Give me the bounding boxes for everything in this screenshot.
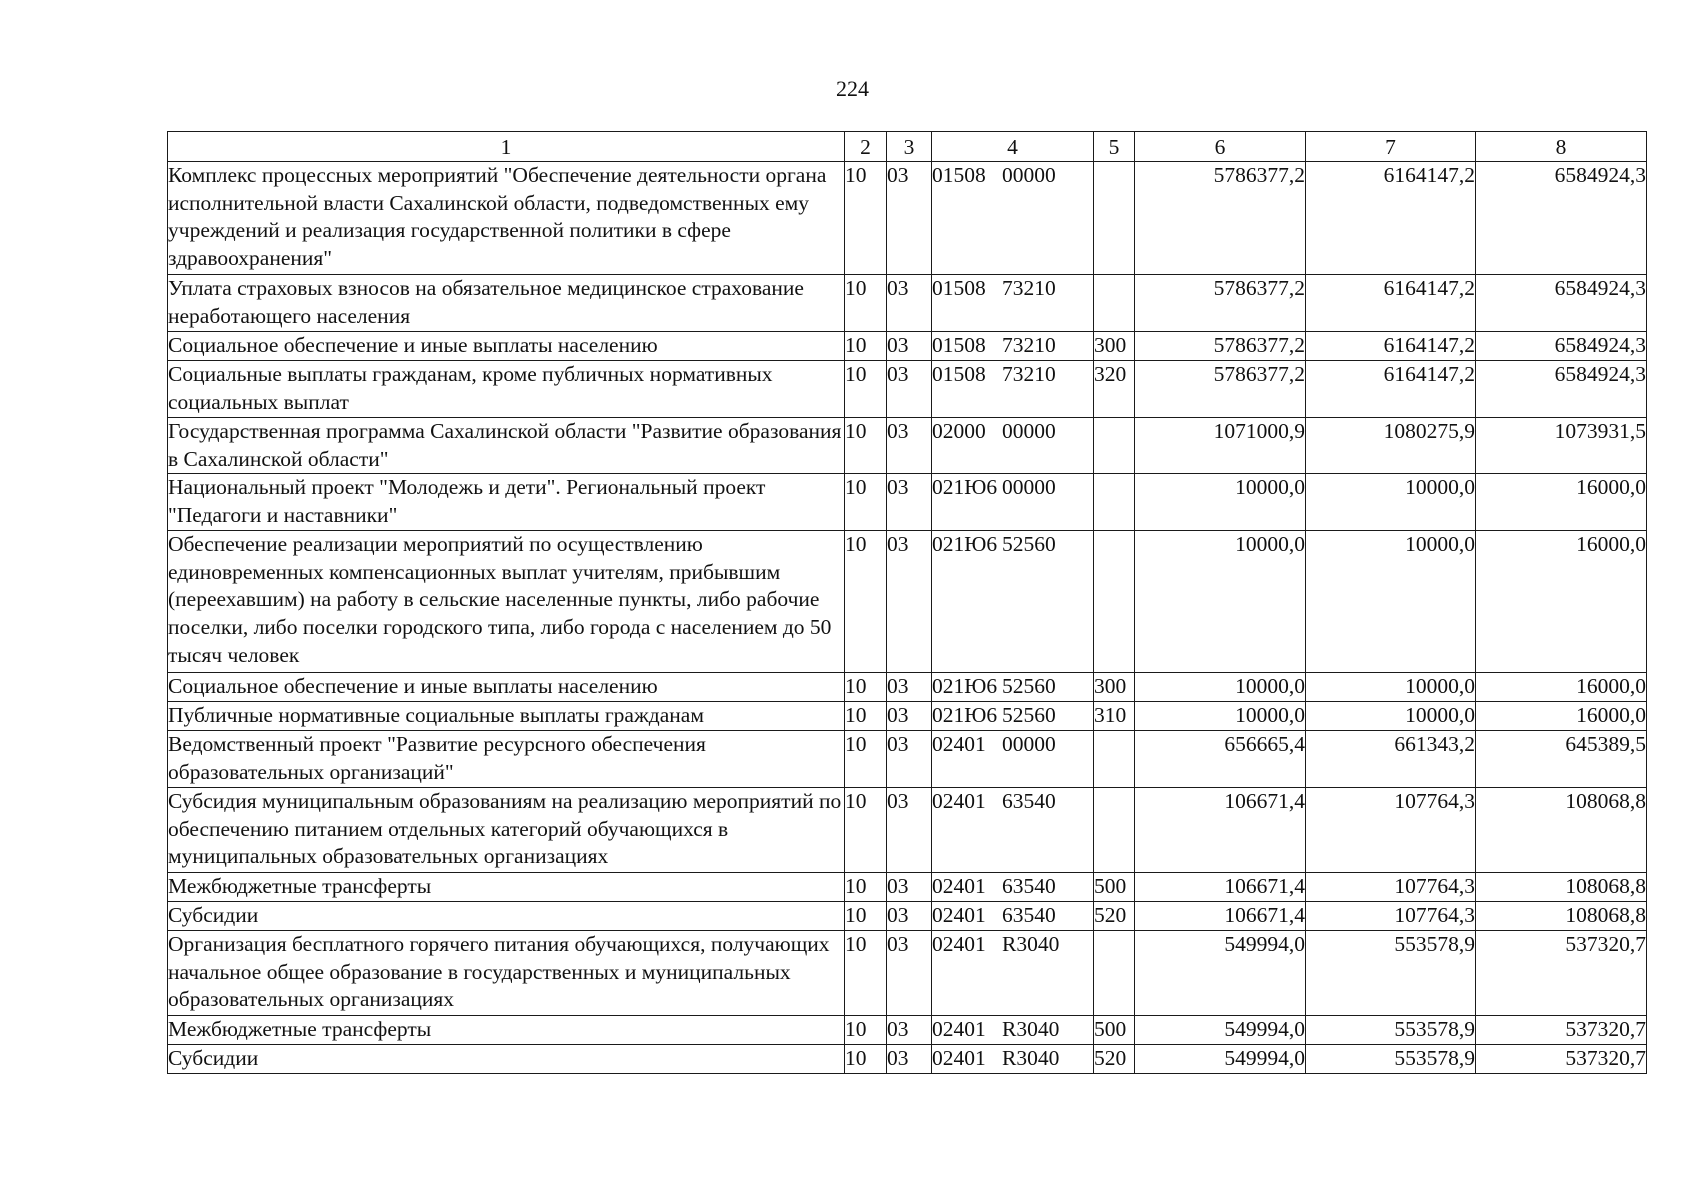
- section-code-cell: 10: [845, 673, 887, 702]
- amount-col8-cell: 6584924,3: [1476, 162, 1647, 275]
- amount-col8-cell: 16000,0: [1476, 702, 1647, 731]
- subsection-code-cell: 03: [887, 902, 932, 931]
- expense-type-cell: 300: [1094, 332, 1135, 361]
- header-row: [168, 132, 1647, 162]
- amount-col6-cell: 549994,0: [1135, 931, 1306, 1016]
- section-code-cell: 10: [845, 1016, 887, 1045]
- target-article-cell: [932, 275, 1094, 332]
- target-article-cell: [932, 531, 1094, 673]
- amount-col8-cell: 16000,0: [1476, 474, 1647, 531]
- table-row: [168, 931, 1647, 1016]
- section-code-cell: 10: [845, 531, 887, 673]
- program-code: 02401: [932, 1017, 986, 1042]
- amount-col8-cell: 16000,0: [1476, 673, 1647, 702]
- direction-code: R3040: [1002, 932, 1060, 957]
- table-row: [168, 332, 1647, 361]
- subsection-code-cell: 03: [887, 332, 932, 361]
- program-code: 01508: [932, 276, 986, 300]
- amount-col6-cell: 549994,0: [1135, 1045, 1306, 1074]
- section-code-cell: 10: [845, 788, 887, 873]
- expense-type-cell: 500: [1094, 1016, 1135, 1045]
- budget-table: [167, 131, 1647, 1074]
- table-row: [168, 531, 1647, 673]
- program-code: 01508: [932, 163, 986, 187]
- direction-code: 52560: [1002, 703, 1056, 728]
- program-code: 02401: [932, 789, 986, 814]
- direction-code: 00000: [1002, 163, 1056, 187]
- direction-code: 00000: [1002, 732, 1056, 757]
- subsection-code-cell: 03: [887, 1045, 932, 1074]
- program-code: 02401: [932, 874, 986, 899]
- amount-col7-cell: 107764,3: [1306, 902, 1476, 931]
- row-name-cell: Социальное обеспечение и иные выплаты населению: [168, 673, 845, 702]
- direction-code: R3040: [1002, 1046, 1060, 1071]
- amount-col8-cell: 16000,0: [1476, 531, 1647, 673]
- program-code: 021Ю6: [932, 532, 998, 557]
- row-name-cell: Социальное обеспечение и иные выплаты населению: [168, 332, 845, 361]
- table-row: [168, 788, 1647, 873]
- target-article-cell: [932, 1045, 1094, 1074]
- amount-col7-cell: 553578,9: [1306, 931, 1476, 1016]
- subsection-code-cell: 03: [887, 931, 932, 1016]
- amount-col8-cell: 6584924,3: [1476, 275, 1647, 332]
- amount-col8-cell: 108068,8: [1476, 873, 1647, 902]
- column-header: 3: [887, 132, 932, 162]
- table-row: [168, 361, 1647, 418]
- amount-col7-cell: 10000,0: [1306, 673, 1476, 702]
- direction-code: 73210: [1002, 333, 1056, 357]
- direction-code: 52560: [1002, 532, 1056, 557]
- target-article-cell: [932, 731, 1094, 788]
- direction-code: 73210: [1002, 276, 1056, 300]
- section-code-cell: 10: [845, 873, 887, 902]
- target-article-cell: [932, 474, 1094, 531]
- column-header: 5: [1094, 132, 1135, 162]
- row-name-cell: Национальный проект "Молодежь и дети". Региональный проект "Педагоги и наставники": [168, 474, 845, 531]
- column-header: 2: [845, 132, 887, 162]
- row-name-cell: Межбюджетные трансферты: [168, 873, 845, 902]
- table-row: [168, 1016, 1647, 1045]
- table-row: [168, 275, 1647, 332]
- amount-col6-cell: 106671,4: [1135, 902, 1306, 931]
- subsection-code-cell: 03: [887, 1016, 932, 1045]
- amount-col6-cell: 549994,0: [1135, 1016, 1306, 1045]
- section-code-cell: 10: [845, 702, 887, 731]
- amount-col6-cell: 5786377,2: [1135, 275, 1306, 332]
- expense-type-cell: [1094, 788, 1135, 873]
- column-header: 1: [168, 132, 845, 162]
- target-article-cell: [932, 361, 1094, 418]
- program-code: 02000: [932, 419, 986, 443]
- expense-type-cell: [1094, 162, 1135, 275]
- program-code: 021Ю6: [932, 475, 998, 500]
- program-code: 021Ю6: [932, 674, 998, 699]
- amount-col6-cell: 10000,0: [1135, 673, 1306, 702]
- target-article-cell: [932, 873, 1094, 902]
- section-code-cell: 10: [845, 1045, 887, 1074]
- direction-code: 00000: [1002, 419, 1056, 443]
- amount-col8-cell: 108068,8: [1476, 902, 1647, 931]
- amount-col8-cell: 537320,7: [1476, 1045, 1647, 1074]
- amount-col7-cell: 10000,0: [1306, 702, 1476, 731]
- table-row: [168, 673, 1647, 702]
- direction-code: 63540: [1002, 789, 1056, 814]
- amount-col7-cell: 661343,2: [1306, 731, 1476, 788]
- column-header: 7: [1306, 132, 1476, 162]
- amount-col8-cell: 108068,8: [1476, 788, 1647, 873]
- expense-type-cell: 500: [1094, 873, 1135, 902]
- expense-type-cell: 320: [1094, 361, 1135, 418]
- subsection-code-cell: 03: [887, 474, 932, 531]
- target-article-cell: [932, 673, 1094, 702]
- row-name-cell: Ведомственный проект "Развитие ресурсного обеспечения образовательных организаций": [168, 731, 845, 788]
- target-article-cell: [932, 788, 1094, 873]
- expense-type-cell: 520: [1094, 1045, 1135, 1074]
- subsection-code-cell: 03: [887, 702, 932, 731]
- amount-col8-cell: 6584924,3: [1476, 332, 1647, 361]
- row-name-cell: Социальные выплаты гражданам, кроме публичных нормативных социальных выплат: [168, 361, 845, 418]
- amount-col7-cell: 107764,3: [1306, 873, 1476, 902]
- row-name-cell: Обеспечение реализации мероприятий по осуществлению единовременных компенсационных выплат учителям, прибывшим (переехавшим) на работу в сельские населенные пункты, либо рабочие поселки, либо поселки городского типа, либо города с населением до 50 тысяч человек: [168, 531, 845, 673]
- amount-col7-cell: 553578,9: [1306, 1045, 1476, 1074]
- expense-type-cell: [1094, 731, 1135, 788]
- target-article-cell: [932, 702, 1094, 731]
- section-code-cell: 10: [845, 361, 887, 418]
- amount-col6-cell: 656665,4: [1135, 731, 1306, 788]
- amount-col8-cell: 6584924,3: [1476, 361, 1647, 418]
- direction-code: 63540: [1002, 874, 1056, 899]
- amount-col7-cell: 10000,0: [1306, 474, 1476, 531]
- row-name-cell: Комплекс процессных мероприятий "Обеспечение деятельности органа исполнительной власти Сахалинской области, подведомственных ему учреждений и реализация государственной политики в сфере здравоохранения": [168, 162, 845, 275]
- subsection-code-cell: 03: [887, 361, 932, 418]
- subsection-code-cell: 03: [887, 873, 932, 902]
- program-code: 01508: [932, 362, 986, 386]
- target-article-cell: [932, 162, 1094, 275]
- program-code: 02401: [932, 1046, 986, 1071]
- program-code: 01508: [932, 333, 986, 357]
- target-article-cell: [932, 332, 1094, 361]
- amount-col8-cell: 537320,7: [1476, 1016, 1647, 1045]
- row-name-cell: Государственная программа Сахалинской области "Развитие образования в Сахалинской области": [168, 418, 845, 474]
- table-row: [168, 1045, 1647, 1074]
- direction-code: 63540: [1002, 903, 1056, 928]
- row-name-cell: Субсидии: [168, 902, 845, 931]
- row-name-cell: Межбюджетные трансферты: [168, 1016, 845, 1045]
- amount-col6-cell: 106671,4: [1135, 873, 1306, 902]
- section-code-cell: 10: [845, 418, 887, 474]
- section-code-cell: 10: [845, 931, 887, 1016]
- amount-col7-cell: 10000,0: [1306, 531, 1476, 673]
- expense-type-cell: [1094, 931, 1135, 1016]
- row-name-cell: Публичные нормативные социальные выплаты гражданам: [168, 702, 845, 731]
- section-code-cell: 10: [845, 731, 887, 788]
- section-code-cell: 10: [845, 902, 887, 931]
- amount-col7-cell: 1080275,9: [1306, 418, 1476, 474]
- expense-type-cell: [1094, 418, 1135, 474]
- amount-col7-cell: 6164147,2: [1306, 361, 1476, 418]
- amount-col6-cell: 1071000,9: [1135, 418, 1306, 474]
- amount-col8-cell: 537320,7: [1476, 931, 1647, 1016]
- subsection-code-cell: 03: [887, 531, 932, 673]
- program-code: 02401: [932, 903, 986, 928]
- page-number: 224: [836, 76, 869, 101]
- direction-code: R3040: [1002, 1017, 1060, 1042]
- program-code: 02401: [932, 732, 986, 757]
- table-row: [168, 418, 1647, 474]
- amount-col6-cell: 5786377,2: [1135, 332, 1306, 361]
- column-header: 4: [932, 132, 1094, 162]
- expense-type-cell: 300: [1094, 673, 1135, 702]
- direction-code: 73210: [1002, 362, 1056, 386]
- table-row: [168, 702, 1647, 731]
- amount-col7-cell: 107764,3: [1306, 788, 1476, 873]
- amount-col8-cell: 1073931,5: [1476, 418, 1647, 474]
- expense-type-cell: [1094, 474, 1135, 531]
- amount-col6-cell: 10000,0: [1135, 531, 1306, 673]
- table-row: [168, 162, 1647, 275]
- section-code-cell: 10: [845, 474, 887, 531]
- expense-type-cell: [1094, 531, 1135, 673]
- amount-col6-cell: 5786377,2: [1135, 162, 1306, 275]
- row-name-cell: Субсидия муниципальным образованиям на реализацию мероприятий по обеспечению питанием отдельных категорий обучающихся в муниципальных образовательных организациях: [168, 788, 845, 873]
- table-row: [168, 731, 1647, 788]
- target-article-cell: [932, 1016, 1094, 1045]
- table-row: [168, 902, 1647, 931]
- amount-col7-cell: 553578,9: [1306, 1016, 1476, 1045]
- subsection-code-cell: 03: [887, 673, 932, 702]
- expense-type-cell: 310: [1094, 702, 1135, 731]
- subsection-code-cell: 03: [887, 788, 932, 873]
- amount-col7-cell: 6164147,2: [1306, 275, 1476, 332]
- column-header: 8: [1476, 132, 1647, 162]
- row-name-cell: Субсидии: [168, 1045, 845, 1074]
- subsection-code-cell: 03: [887, 731, 932, 788]
- amount-col6-cell: 106671,4: [1135, 788, 1306, 873]
- target-article-cell: [932, 931, 1094, 1016]
- amount-col8-cell: 645389,5: [1476, 731, 1647, 788]
- expense-type-cell: [1094, 275, 1135, 332]
- target-article-cell: [932, 902, 1094, 931]
- subsection-code-cell: 03: [887, 162, 932, 275]
- direction-code: 00000: [1002, 475, 1056, 500]
- row-name-cell: Организация бесплатного горячего питания обучающихся, получающих начальное общее образование в государственных и муниципальных образовательных организациях: [168, 931, 845, 1016]
- section-code-cell: 10: [845, 275, 887, 332]
- section-code-cell: 10: [845, 162, 887, 275]
- program-code: 021Ю6: [932, 703, 998, 728]
- table-row: [168, 474, 1647, 531]
- target-article-cell: [932, 418, 1094, 474]
- direction-code: 52560: [1002, 674, 1056, 699]
- row-name-cell: Уплата страховых взносов на обязательное медицинское страхование неработающего населения: [168, 275, 845, 332]
- amount-col6-cell: 10000,0: [1135, 474, 1306, 531]
- subsection-code-cell: 03: [887, 418, 932, 474]
- amount-col7-cell: 6164147,2: [1306, 332, 1476, 361]
- table-row: [168, 873, 1647, 902]
- program-code: 02401: [932, 932, 986, 957]
- expense-type-cell: 520: [1094, 902, 1135, 931]
- amount-col6-cell: 10000,0: [1135, 702, 1306, 731]
- subsection-code-cell: 03: [887, 275, 932, 332]
- amount-col7-cell: 6164147,2: [1306, 162, 1476, 275]
- column-header: 6: [1135, 132, 1306, 162]
- amount-col6-cell: 5786377,2: [1135, 361, 1306, 418]
- section-code-cell: 10: [845, 332, 887, 361]
